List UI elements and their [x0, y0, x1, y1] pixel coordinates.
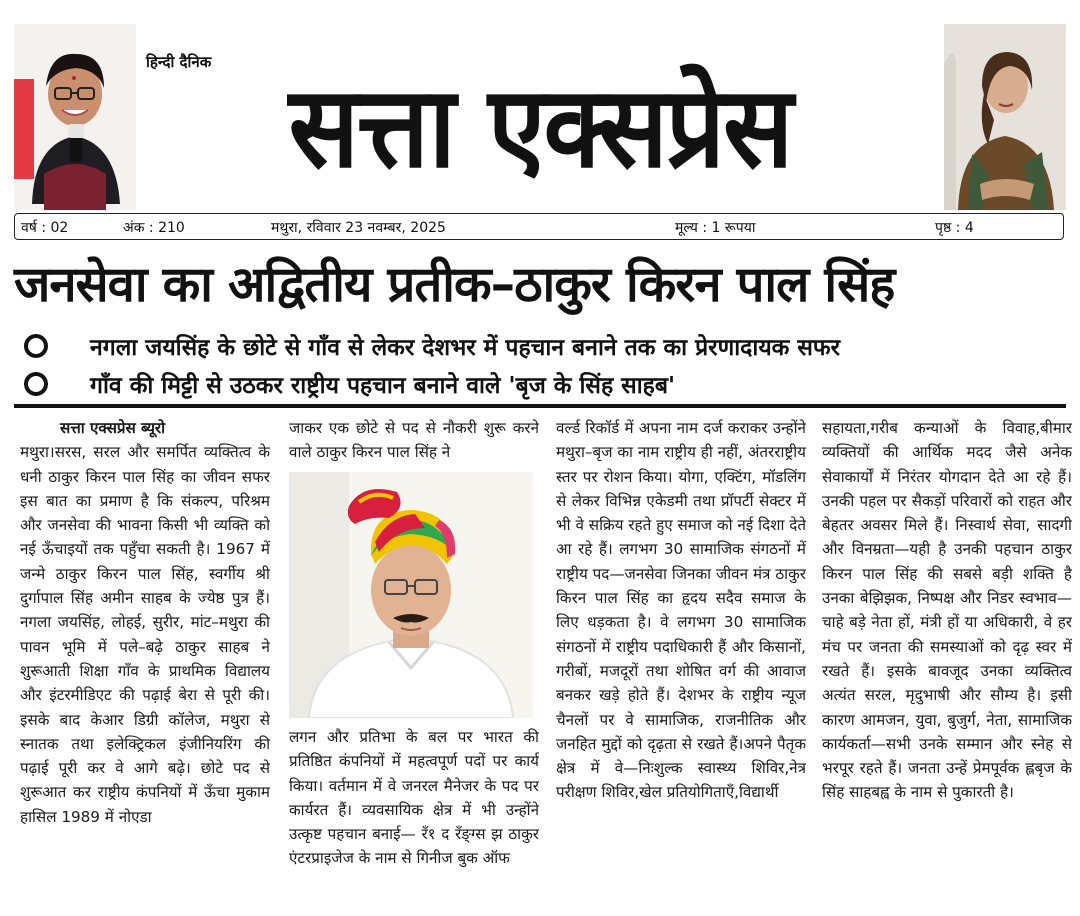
- bullet-ring-icon: [24, 372, 48, 396]
- masthead-tagline: हिन्दी दैनिक: [146, 53, 212, 71]
- headline-divider: [14, 404, 1066, 408]
- article-text: सहायता,गरीब कन्याओं के विवाह,बीमार व्यक्तियों की आर्थिक मदद जैसे अनेक सेवाकार्यों में निरंतर योगदान देते आ रहे हैं। उनकी पहल पर सैकड़ों परिवारों को राहत और बेहतर अवसर मिले हैं। निस्वार्थ सेवा, सादगी और विनम्रता—यही है उनकी पहचान ठाकुर किरन पाल सिंह की सबसे बड़ी शक्ति है उनका बेझिझक, निष्पक्ष और निडर स्वभाव—चाहे बड़े नेता हों, मंत्री हों या अधिकारी, वे हर मंच पर जनता की समस्याओं को दृढ़ स्वर में रखते हैं। इसके बावजूद उनका व्यक्तित्व अत्यंत सरल, मृदुभाषी और सौम्य है। इसी कारण आमजन, युवा, बुजुर्ग, नेता, सामाजिक कार्यकर्ता—सभी उनके सम्मान और स्नेह से भरपूर रहते हैं। जनता उन्हें प्रेमपूर्वक ह्लबृज के सिंह साहबह्व के नाम से पुकारती है।: [822, 419, 1072, 802]
- subhead-text: गाँव की मिट्टी से उठकर राष्ट्रीय पहचान बनाने वाले 'बृज के सिंह साहब': [90, 373, 676, 399]
- masthead-photo-left: [14, 24, 136, 210]
- article-column-2-top: [289, 416, 539, 466]
- issue-year: वर्ष : 02: [21, 220, 69, 236]
- issue-info-strip: [14, 213, 1064, 240]
- masthead-photo-right: [944, 24, 1066, 210]
- issue-number: अंक : 210: [123, 220, 185, 236]
- bullet-ring-icon: [24, 334, 48, 358]
- article-column-3: [556, 416, 806, 908]
- article-column-2-bottom: [289, 725, 539, 908]
- issue-page-number: पृष्ठ : 4: [935, 220, 974, 236]
- subhead-text: नगला जयसिंह के छोटे से गाँव से लेकर देशभर में पहचान बनाने तक का प्रेरणादायक सफर: [90, 335, 841, 361]
- article-column-4: [822, 416, 1072, 908]
- main-headline: जनसेवा का अद्वितीय प्रतीक–ठाकुर किरन पाल सिंह: [14, 256, 895, 313]
- issue-place-date: मथुरा, रविवार 23 नवम्बर, 2025: [271, 220, 446, 236]
- issue-price: मूल्य : 1 रूपया: [675, 220, 756, 236]
- article-text: मथुरा।सरस, सरल और समर्पित व्यक्तित्व के धनी ठाकुर किरन पाल सिंह का जीवन सफर इस बात का प्रमाण है कि संकल्प, परिश्रम और जनसेवा की भावना किसी भी व्यक्ति को नई ऊँचाइयों तक पहुँचा सकती है। 1967 में जन्मे ठाकुर किरन पाल सिंह, स्वर्गीय श्री दुर्गापाल सिंह अमीन साहब के ज्येष्ठ पुत्र हैं। नगला जयसिंह, लोहई, सुरीर, मांट–मथुरा की पावन भूमि में पले–बढ़े ठाकुर साहब ने शुरूआती शिक्षा गाँव के प्राथमिक विद्यालय और इंटरमीडिएट की पढ़ाई बेरा से पूरी की। इसके बाद केआर डिग्री कॉलेज, मथुरा से स्नातक तथा इलेक्ट्रिकल इंजीनियरिंग की पढ़ाई पूरी कर वे आगे बढ़े। छोटे पद से शुरूआत कर राष्ट्रीय कंपनियों में ऊँचा मुकाम हासिल 1989 में नोएडा: [20, 443, 270, 826]
- article-byline: सत्ता एक्सप्रेस ब्यूरो: [60, 419, 166, 437]
- newspaper-nameplate: सत्ता एक्सप्रेस: [288, 61, 792, 193]
- subject-portrait: [289, 472, 533, 718]
- woman-speaker-image: [14, 24, 136, 210]
- article-column-1: [20, 416, 270, 908]
- article-text: लगन और प्रतिभा के बल पर भारत की प्रतिष्ठित कंपनियों में महत्वपूर्ण पदों पर कार्य किया। वर्तमान में वे जनरल मैनेजर के पद पर कार्यरत हैं। व्यवसायिक क्षेत्र में भी उन्होंने उत्कृष्ट पहचान बनाई— रँ१ द रँङ्ग्स झ ठाकुर एंटरप्राइजेज के नाम से गिनीज बुक ऑफ: [289, 728, 539, 868]
- woman-portrait-image: [944, 24, 1066, 210]
- man-in-turban-image: [289, 472, 533, 718]
- article-text: जाकर एक छोटे से पद से नौकरी शुरू करने वाले ठाकुर किरन पाल सिंह ने: [289, 419, 539, 462]
- article-text: वर्ल्ड रिकॉर्ड में अपना नाम दर्ज कराकर उन्होंने मथुरा–बृज का नाम राष्ट्रीय ही नहीं, अंतरराष्ट्रीय स्तर पर रोशन किया। योगा, एक्टिंग, मॉडलिंग से लेकर विभिन्न एकेडमी तथा प्रॉपर्टी सेक्टर में भी वे सक्रिय रहते हुए समाज को नई दिशा देते आ रहे हैं। लगभग 30 सामाजिक संगठनों में राष्ट्रीय पद—जनसेवा जिनका जीवन मंत्र ठाकुर किरन पाल सिंह का हृदय सदैव समाज के लिए धड़कता है। वे लगभग 30 सामाजिक संगठनों में राष्ट्रीय पदाधिकारी हैं और किसानों, गरीबों, मजदूरों तथा शोषित वर्ग की आवाज बनकर खड़े होते हैं। देशभर के राष्ट्रीय न्यूज चैनलों पर वे सामाजिक, राजनीतिक और जनहित मुद्दों को दृढ़ता से रखते हैं।अपने पैतृक क्षेत्र में वे—निःशुल्क स्वास्थ्य शिविर,नेत्र परीक्षण शिविर,खेल प्रतियोगिताएँ,विद्यार्थी: [556, 419, 806, 802]
